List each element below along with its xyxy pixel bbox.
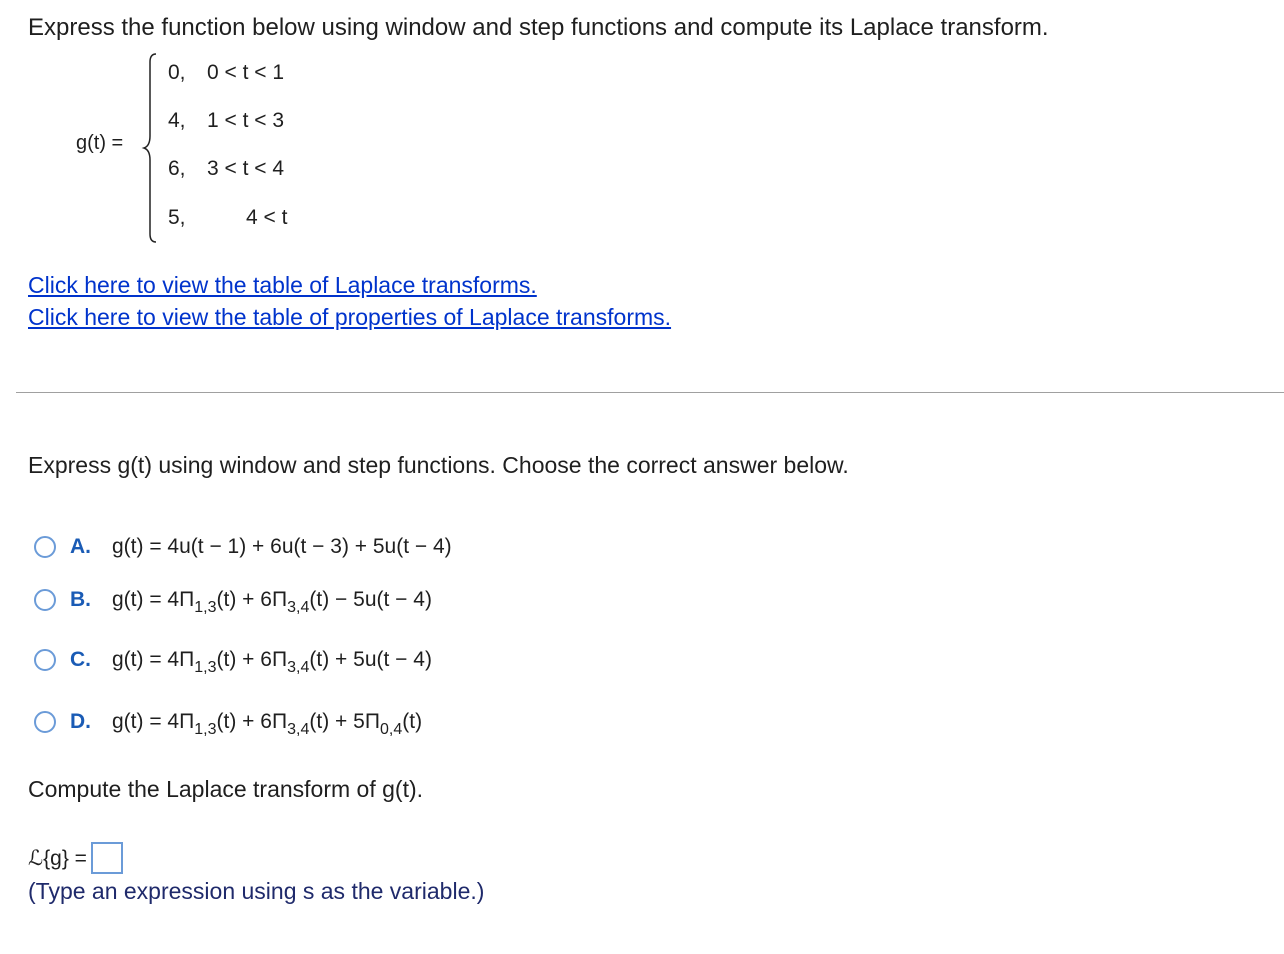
laplace-properties-link[interactable]: Click here to view the table of properties of Laplace transforms. [28, 304, 672, 330]
option-letter: C. [70, 648, 91, 671]
piece-value: 0, [168, 61, 186, 84]
piece-condition: 3 < t < 4 [207, 157, 285, 180]
option-c-expression: $g(t) = 4\Pi_{1,3}(t) + 6\Pi_{3,4}(t) + 5u(t - 4)$ [112, 648, 432, 676]
question1-prompt: Express g(t) using window and step functions. Choose the correct answer below. [28, 452, 849, 478]
question2-prompt: Compute the Laplace transform of g(t). [28, 776, 424, 802]
option-c[interactable] [34, 645, 432, 675]
option-d-radio[interactable] [34, 711, 56, 733]
laplace-table-link[interactable]: Click here to view the table of Laplace transforms. [28, 272, 537, 298]
option-a-expression: g(t) = 4u(t − 1) + 6u(t − 3) + 5u(t − 4) [112, 535, 452, 558]
option-letter: D. [70, 710, 91, 733]
option-letter: A. [70, 535, 91, 558]
option-b[interactable] [34, 585, 432, 615]
function-label: g(t) = [76, 132, 124, 154]
option-b-radio[interactable] [34, 589, 56, 611]
section-divider [16, 392, 1284, 393]
laplace-answer-row [28, 842, 123, 874]
piece-condition: 1 < t < 3 [207, 109, 285, 132]
answer-hint: (Type an expression using s as the variable.) [28, 878, 485, 904]
piece-condition: 4 < t [246, 206, 288, 229]
option-c-radio[interactable] [34, 649, 56, 671]
piece-value: 4, [168, 109, 186, 132]
piece-value: 5, [168, 206, 186, 229]
option-a-radio[interactable] [34, 536, 56, 558]
laplace-answer-input[interactable] [91, 842, 123, 874]
option-letter: B. [70, 588, 91, 611]
laplace-lhs: ℒ{g} = [28, 846, 87, 870]
piece-value: 6, [168, 157, 186, 180]
option-b-expression: $g(t) = 4\Pi_{1,3}(t) + 6\Pi_{3,4}(t) - 5u(t - 4)$ [112, 588, 432, 616]
option-a[interactable] [34, 532, 452, 562]
piece-condition: 0 < t < 1 [207, 61, 285, 84]
left-brace-icon [140, 52, 162, 244]
option-d[interactable] [34, 707, 422, 737]
option-d-expression: $g(t) = 4\Pi_{1,3}(t) + 6\Pi_{3,4}(t) + 5\Pi_{0,4}(t)$ [112, 710, 423, 738]
problem-intro: Express the function below using window and step functions and compute its Laplace transform. [28, 14, 1049, 41]
